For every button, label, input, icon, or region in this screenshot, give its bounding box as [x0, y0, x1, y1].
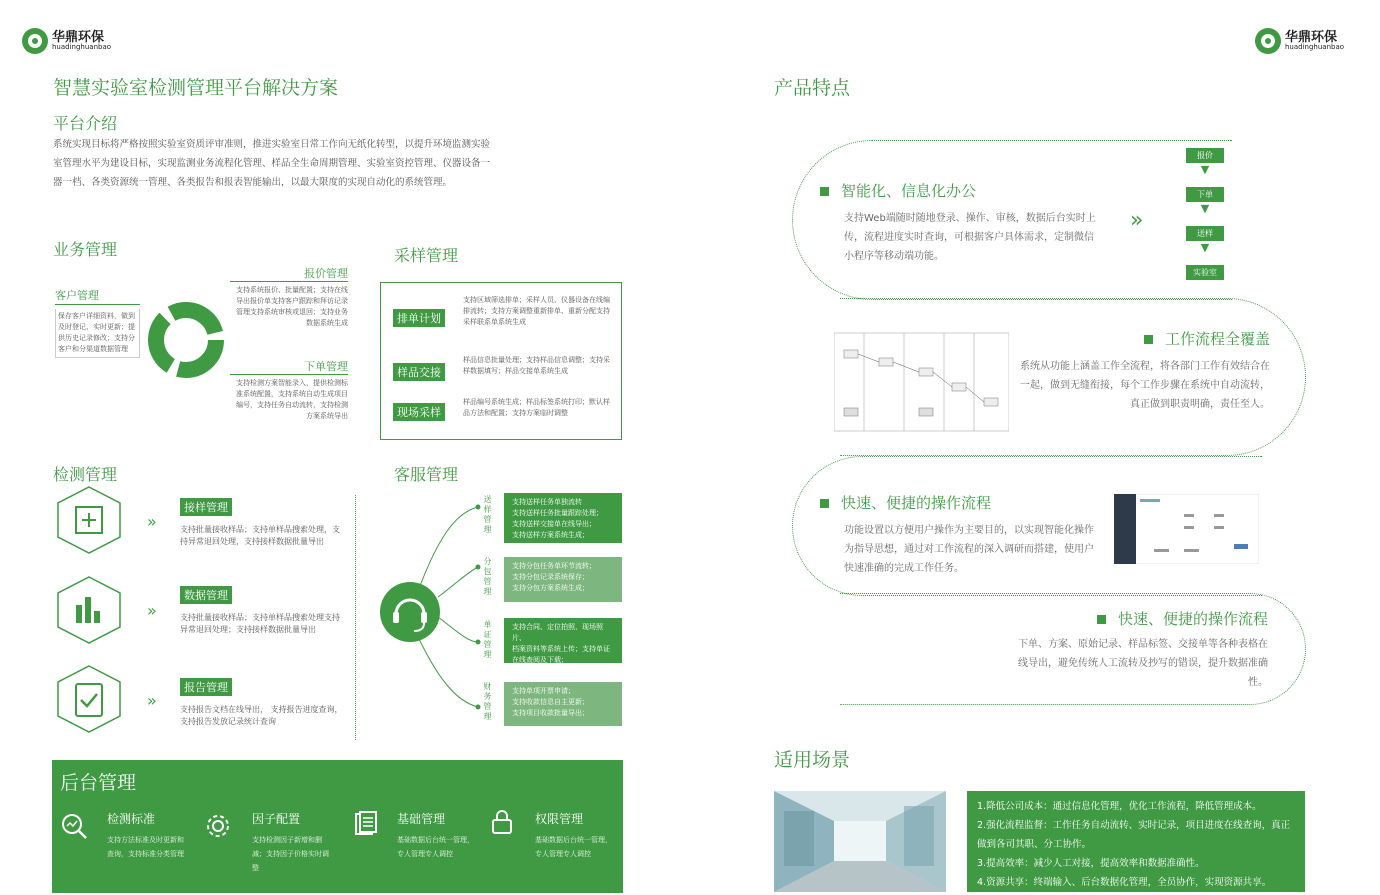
- brand-logo-left: [22, 28, 111, 54]
- feature-title: 快速、便捷的操作流程: [1117, 610, 1268, 628]
- detect-label: 数据管理: [180, 586, 232, 604]
- intro-title: 平台介绍: [53, 114, 118, 133]
- feature-item: [820, 180, 1099, 266]
- flow-diagram: [1186, 148, 1224, 280]
- service-line: 支持分包任务单环节流转；: [512, 562, 596, 570]
- logo-icon: [1255, 28, 1281, 54]
- arrow-down-icon: ▼: [1200, 202, 1210, 215]
- detect-text: 支持报告文档在线导出， 支持报告进度查询，支持报告发放记录统计查询: [180, 705, 343, 726]
- sampling-item: [393, 401, 445, 421]
- flow-step: 送样: [1186, 226, 1224, 241]
- biz-title: 业务管理: [53, 240, 118, 259]
- biz-ring-diagram: [146, 300, 226, 380]
- feature-text: 下单、方案、原始记录、样品标签、交接单等各种表格在线导出，避免传统人工流转及抄写的错误，提升数据准确性。: [1018, 639, 1268, 688]
- customer-text: 保存客户详细资料，做到及时登记、实时更新；提供历史记录修改；支持分客户和分渠道数据管理: [55, 309, 140, 358]
- service-line: 支持收款信息自主更新；: [512, 698, 589, 706]
- feature-text: 系统从功能上涵盖工作全流程，将各部门工作有效结合在一起，做到无缝衔接，每个工作步骤在系统中自动流转，真正做到职责明确，责任至人。: [1020, 361, 1270, 410]
- clipboard-check-icon: [52, 662, 126, 736]
- service-box: [504, 618, 622, 663]
- sampling-text: 样品信息批量处理；支持样品信息调整；支持采样数据填写；样品交接单系统生成: [463, 356, 610, 375]
- scene-title: 适用场景: [774, 749, 851, 771]
- sampling-item: [393, 307, 445, 327]
- arrow-down-icon: ▼: [1200, 241, 1210, 254]
- detect-item: [180, 496, 345, 548]
- detect-item: [180, 584, 345, 636]
- feature-title: 智能化、信息化办公: [841, 182, 977, 200]
- backend-text: 基础数据后台统一管理，专人管理专人调控: [535, 836, 612, 858]
- brand-name-cn: 华鼎环保: [52, 30, 105, 45]
- sampling-text: 样品编号系统生成；样品标签系统打印；默认样品方法和配置；支持方案临时调整: [463, 398, 610, 417]
- service-line: 档案资料等系统上传；支持单证: [512, 645, 610, 653]
- backend-item: [535, 810, 617, 861]
- detect-label: 报告管理: [180, 678, 232, 696]
- intro-text: 系统实现目标将严格按照实验室资质评审准则，推进实验室日常工作向无纸化转型，以提升环境监测实验室管理水平为建设目标，实现监测业务流程化管理、样品全生命周期管理、实验室资控管理、仪器设备一器一档、各类资源统一管理、各类报告和报表智能输出，以最大限度的实现自动化的系统管理。: [53, 139, 491, 188]
- service-vertical-label: 分包管理: [483, 557, 492, 597]
- brand-name-en: huadinghuanbao: [52, 43, 112, 51]
- page-title: 智慧实验室检测管理平台解决方案: [53, 77, 339, 99]
- scene-list: [967, 791, 1305, 892]
- chevron-right-icon: »: [147, 601, 157, 620]
- service-line: 支持单项开票申请；: [512, 687, 575, 695]
- order-block: [230, 358, 348, 422]
- service-box: [504, 557, 622, 602]
- chevron-right-icon: »: [147, 512, 157, 531]
- bullet-icon: [820, 499, 829, 508]
- detect-item: [180, 676, 345, 728]
- backend-label: 检测标准: [107, 812, 156, 826]
- lock-icon: [489, 808, 515, 836]
- service-line: 支持送样方案系统生成；: [512, 531, 589, 539]
- feature-text: 功能设置以方便用户操作为主要目的，以实现智能化操作为指导思想，通过对工作流程的深入调研而搭建，使用户快速准确的完成工作任务。: [844, 525, 1094, 574]
- scene-item: 2.强化流程监督：工作任务自动流转、实时记录，项目进度在线查询，真正做到各司其职、分工协作。: [977, 820, 1291, 850]
- detect-title: 检测管理: [53, 465, 118, 484]
- sampling-label: 排单计划: [393, 309, 445, 327]
- backend-label: 权限管理: [535, 812, 584, 826]
- search-chart-icon: [60, 812, 88, 840]
- service-vertical-label: 送样管理: [483, 495, 492, 535]
- lab-corridor-photo: [774, 791, 946, 892]
- backend-item: [252, 810, 332, 875]
- detect-text: 支持批量接收样品；支持单样品搜索处理支持异常退回处理；支持接样数据批量导出: [180, 613, 340, 634]
- bullet-icon: [820, 187, 829, 196]
- service-line: 支持分包记录系统保存；: [512, 573, 589, 581]
- order-text: 支持检测方案智能录入，提供检测标准系统配置，支持系统自动生成项目编号，支持任务自动流转，支持检测方案系统导出: [236, 379, 348, 420]
- logo-icon: [22, 28, 48, 54]
- backend-label: 基础管理: [397, 812, 446, 826]
- service-box: [504, 682, 622, 726]
- flow-step: 报价: [1186, 148, 1224, 163]
- chevron-right-icon: »: [147, 691, 157, 710]
- workflow-diagram-image: [834, 328, 1009, 433]
- detect-text: 支持批量接收样品；支持单样品搜索处理，支持异常退回处理，支持接样数据批量导出: [180, 525, 340, 546]
- gear-icon: [204, 812, 232, 840]
- backend-item: [397, 810, 477, 861]
- service-vertical-label: 单证管理: [483, 620, 492, 660]
- scene-item: 4.资源共享：终端输入、后台数据化管理，全员协作，实现资源共享。: [977, 877, 1272, 888]
- backend-item: [107, 810, 187, 861]
- backend-title: 后台管理: [60, 772, 137, 794]
- brand-logo-right: [1255, 28, 1344, 54]
- bar-chart-icon: [52, 573, 126, 647]
- features-title: 产品特点: [774, 77, 851, 99]
- sampling-label: 现场采样: [393, 403, 445, 421]
- backend-text: 支持方法标准及时更新和查询，支持标准分类管理: [107, 836, 184, 858]
- service-line: 支持项目收款批量导出；: [512, 709, 589, 717]
- scene-item: 1.降低公司成本：通过信息化管理，优化工作流程，降低管理成本。: [977, 801, 1262, 812]
- flow-step: 实验室: [1186, 265, 1224, 280]
- software-screenshot-image: [1114, 494, 1259, 564]
- sampling-text: 支持区域筛选排单；采样人员、仪器设备在线编排流转；支持方案调整重新排单、重新分配支持采样联系单系统生成: [463, 296, 610, 326]
- brand-name-en: huadinghuanbao: [1285, 43, 1345, 51]
- divider: [355, 495, 356, 740]
- order-title: 下单管理: [230, 358, 348, 375]
- chevron-right-icon: »: [1130, 208, 1144, 233]
- add-square-icon: [52, 483, 126, 557]
- feature-item: [820, 492, 1099, 578]
- arrow-down-icon: ▼: [1200, 163, 1210, 176]
- customer-title: 客户管理: [55, 287, 140, 305]
- service-line: 支持合同、定位拍照、现场照片、: [512, 623, 603, 642]
- document-icon: [352, 810, 380, 838]
- bullet-icon: [1144, 335, 1153, 344]
- service-box: [504, 493, 622, 543]
- service-line: 支持送样任务单独流转: [512, 498, 582, 506]
- sampling-title: 采样管理: [394, 246, 459, 265]
- service-title: 客服管理: [394, 465, 459, 484]
- feature-title: 工作流程全覆盖: [1164, 330, 1270, 348]
- service-connector-lines: [378, 492, 488, 732]
- service-line: 支持送样交接单在线导出；: [512, 520, 596, 528]
- quote-title: 报价管理: [230, 265, 348, 282]
- quote-block: [230, 265, 348, 329]
- backend-label: 因子配置: [252, 812, 301, 826]
- brand-name-cn: 华鼎环保: [1285, 30, 1338, 45]
- service-line: 支持送样任务批量跟踪处理；: [512, 509, 603, 517]
- scene-item: 3.提高效率：减少人工对接，提高效率和数据准确性。: [977, 858, 1205, 869]
- backend-text: 基础数据后台统一管理，专人管理专人调控: [397, 836, 474, 858]
- backend-panel: [52, 760, 623, 893]
- service-line: 在线查阅及下载；: [512, 656, 568, 664]
- feature-title: 快速、便捷的操作流程: [841, 494, 992, 512]
- customer-block: [55, 287, 140, 358]
- detect-label: 接样管理: [180, 498, 232, 516]
- sampling-label: 样品交接: [393, 363, 445, 381]
- service-line: 支持分包方案系统生成；: [512, 584, 589, 592]
- feature-text: 支持Web端随时随地登录、操作、审核，数据后台实时上传，流程进度实时查询，可根据客户具体需求，定制微信小程序等移动端功能。: [844, 213, 1096, 262]
- sampling-item: [393, 361, 445, 381]
- feature-item: [1010, 608, 1268, 692]
- backend-text: 支持检测因子新增和删减；支持因子价格实时调整: [252, 836, 329, 872]
- quote-text: 支持系统报价、批量配置；支持在线导出报价单支持客户跟踪和拜访记录管理支持系统审核或退回；支持业务数据系统生成: [236, 286, 348, 327]
- bullet-icon: [1097, 615, 1106, 624]
- flow-step: 下单: [1186, 187, 1224, 202]
- feature-item: [1020, 328, 1270, 414]
- service-vertical-label: 财务管理: [483, 682, 492, 722]
- sampling-box: [380, 282, 622, 440]
